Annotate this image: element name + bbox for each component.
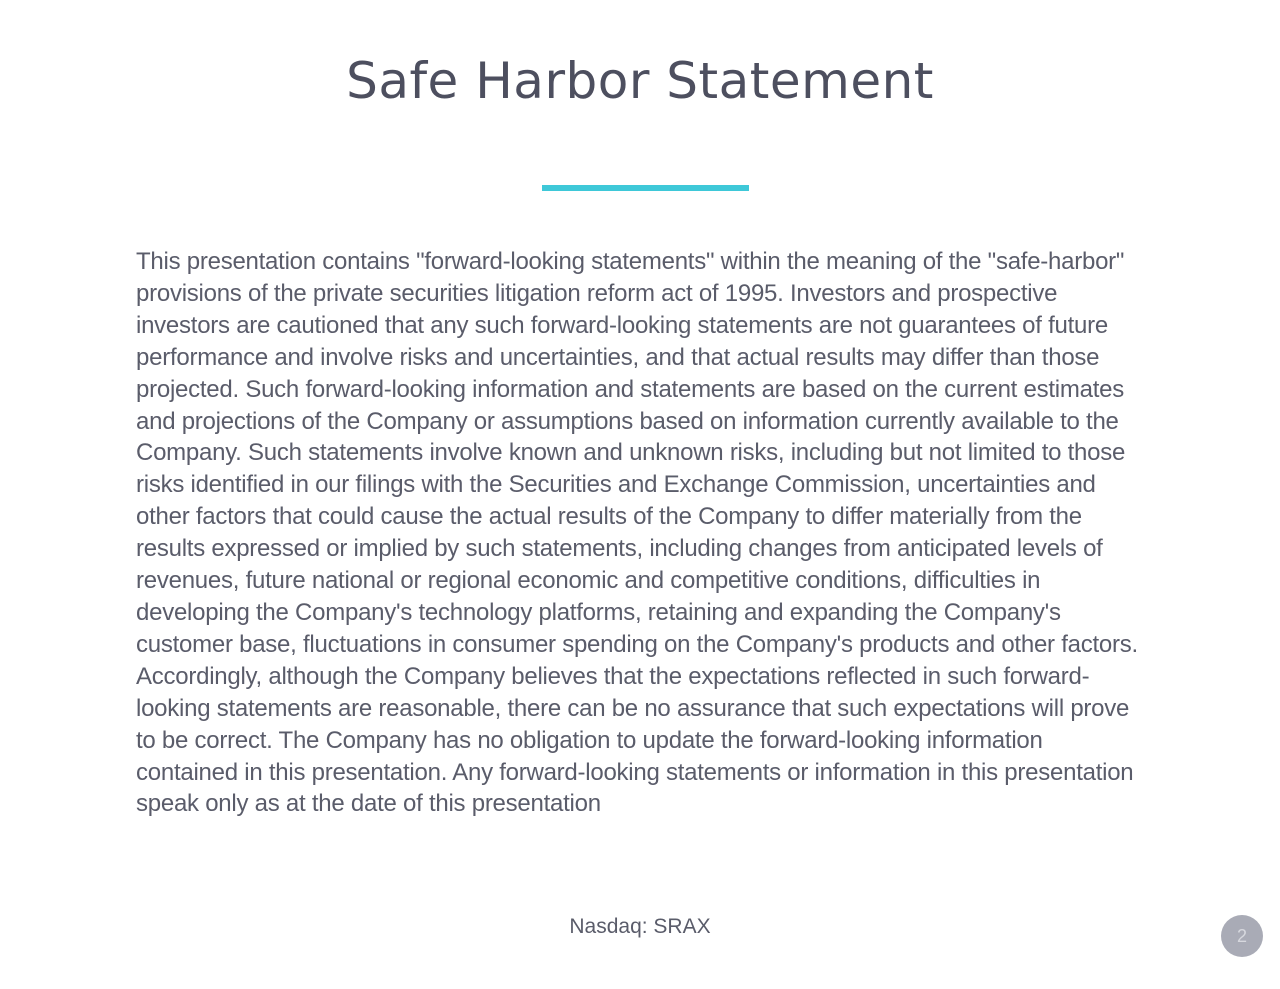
slide-title: Safe Harbor Statement (346, 52, 934, 110)
safe-harbor-body-text: This presentation contains "forward-looking statements" within the meaning of the "safe-harbor" provisions of the private securities litigation reform act of 1995. Investors and prospective investors are cautioned that any such forward-looking statements are not guarantees of future performance and involve risks and uncertainties, and that actual results may differ than those projected. Such forward-looking information and statements are based on the current estimates and projections of the Company or assumptions based on information currently available to the Company. Such statements involve known and unknown risks, including but not limited to those risks identified in our filings with the Securities and Exchange Commission, uncertainties and other factors that could cause the actual results of the Company to differ materially from the results expressed or implied by such statements, including changes from anticipated levels of revenues, future national or regional economic and competitive conditions, difficulties in developing the Company's technology platforms, retaining and expanding the Company's customer base, fluctuations in consumer spending on the Company's products and other factors. Accordingly, although the Company believes that the expectations reflected in such forward-looking statements are reasonable, there can be no assurance that such expectations will prove to be correct. The Company has no obligation to update the forward-looking information contained in this presentation. Any forward-looking statements or information in this presentation speak only as at the date of this presentation (136, 248, 1138, 818)
footer-ticker-symbol: Nasdaq: SRAX (569, 915, 711, 938)
page-number-badge: 2 (1221, 915, 1263, 957)
title-underline-divider (542, 185, 749, 191)
